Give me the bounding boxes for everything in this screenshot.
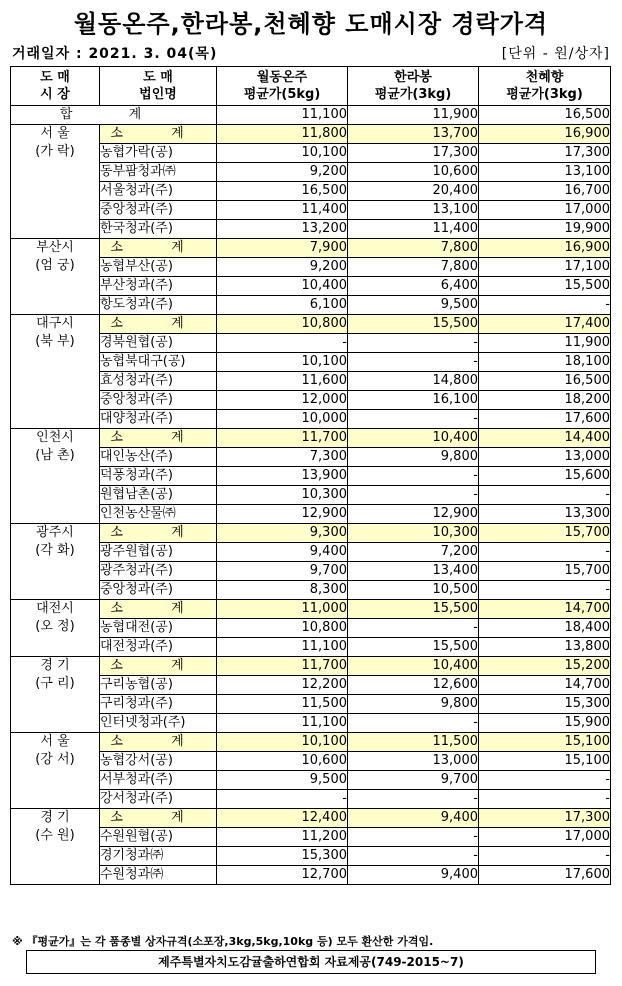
price-cell: 12,700 — [217, 866, 348, 885]
total-row — [11, 106, 611, 125]
table-row — [11, 372, 611, 391]
table-row — [11, 581, 611, 600]
price-cell: 9,700 — [217, 562, 348, 581]
corp-name: 중앙청과(주) — [100, 391, 217, 410]
price-cell: 10,400 — [217, 277, 348, 296]
price-cell: 11,400 — [348, 220, 479, 239]
subtotal-row — [11, 239, 611, 258]
price-cell: 18,400 — [479, 619, 611, 638]
subtotal-label: 소 계 — [100, 125, 217, 144]
price-cell: 17,400 — [479, 315, 611, 334]
price-cell: 17,300 — [479, 809, 611, 828]
footnote: ※ 『평균가』는 각 품종별 상자규격(소포장,3kg,5kg,10kg 등) 모두 환산한 가격임. — [12, 935, 434, 948]
price-cell: 13,400 — [348, 562, 479, 581]
table-row — [11, 182, 611, 201]
table-row — [11, 543, 611, 562]
price-cell: 11,700 — [217, 657, 348, 676]
price-cell: 11,000 — [217, 600, 348, 619]
corp-name: 한국청과(주) — [100, 220, 217, 239]
corp-name: 중앙청과(주) — [100, 581, 217, 600]
table-row — [11, 790, 611, 809]
table-row — [11, 448, 611, 467]
price-cell: 10,000 — [217, 410, 348, 429]
price-cell: 9,400 — [348, 809, 479, 828]
table-row — [11, 695, 611, 714]
price-cell: 11,600 — [217, 372, 348, 391]
market-region — [11, 733, 100, 809]
price-cell: 6,100 — [217, 296, 348, 315]
price-cell: 13,000 — [479, 448, 611, 467]
market-region — [11, 524, 100, 600]
price-cell: 12,900 — [217, 505, 348, 524]
table-row — [11, 828, 611, 847]
price-cell: 13,800 — [479, 638, 611, 657]
price-cell: - — [479, 296, 611, 315]
table-row — [11, 866, 611, 885]
price-cell: 7,800 — [348, 239, 479, 258]
region-line: 대전시 — [36, 601, 74, 616]
price-cell: 9,800 — [348, 448, 479, 467]
price-cell: 10,800 — [217, 315, 348, 334]
subtotal-row — [11, 125, 611, 144]
region-line: (구 리) — [35, 676, 75, 691]
price-cell: 12,000 — [217, 391, 348, 410]
subtotal-row — [11, 315, 611, 334]
price-cell: 11,700 — [217, 429, 348, 448]
corp-name: 효성청과(주) — [100, 372, 217, 391]
price-cell: 11,400 — [217, 201, 348, 220]
region-line: 부산시 — [36, 240, 74, 255]
price-cell: 7,900 — [217, 239, 348, 258]
price-cell: - — [348, 334, 479, 353]
price-cell: - — [217, 790, 348, 809]
subtotal-label: 소 계 — [100, 429, 217, 448]
price-cell: 17,000 — [479, 201, 611, 220]
price-cell: 9,500 — [348, 296, 479, 315]
table-row — [11, 334, 611, 353]
table-row — [11, 562, 611, 581]
price-cell: 15,600 — [479, 467, 611, 486]
region-line: 대구시 — [36, 316, 74, 331]
price-cell: 9,200 — [217, 163, 348, 182]
price-cell: 16,900 — [479, 239, 611, 258]
region-line: (가 락) — [35, 144, 75, 159]
price-cell: 6,400 — [348, 277, 479, 296]
price-cell: 15,500 — [479, 277, 611, 296]
price-cell: 16,900 — [479, 125, 611, 144]
table-row — [11, 220, 611, 239]
price-cell: 9,400 — [217, 543, 348, 562]
price-cell: - — [348, 467, 479, 486]
corp-name: 인천농산물㈜ — [100, 505, 217, 524]
price-cell: - — [479, 847, 611, 866]
header-c2: 한라봉 평균가(3kg) — [348, 67, 479, 106]
market-region — [11, 239, 100, 315]
unit-label: [단위 - 원/상자] — [501, 46, 610, 62]
corp-name: 서부청과(주) — [100, 771, 217, 790]
price-cell: 11,200 — [217, 828, 348, 847]
table-row — [11, 163, 611, 182]
price-cell: 11,100 — [217, 714, 348, 733]
corp-name: 농협가락(공) — [100, 144, 217, 163]
price-cell: 15,700 — [479, 524, 611, 543]
corp-name: 광주청과(주) — [100, 562, 217, 581]
price-cell: 17,100 — [479, 258, 611, 277]
price-cell: - — [348, 619, 479, 638]
corp-name: 경북원협(공) — [100, 334, 217, 353]
corp-name: 광주원협(공) — [100, 543, 217, 562]
corp-name: 인터넷청과(주) — [100, 714, 217, 733]
subtotal-row — [11, 524, 611, 543]
price-cell: 15,300 — [217, 847, 348, 866]
price-cell: 10,600 — [348, 163, 479, 182]
price-cell: 13,200 — [217, 220, 348, 239]
price-cell: 10,400 — [348, 657, 479, 676]
price-cell: 14,400 — [479, 429, 611, 448]
price-cell: - — [348, 828, 479, 847]
header-c1: 월동온주 평균가(5kg) — [217, 67, 348, 106]
price-cell: 15,700 — [479, 562, 611, 581]
corp-name: 항도청과(주) — [100, 296, 217, 315]
price-cell: 11,800 — [217, 125, 348, 144]
corp-name: 농협부산(공) — [100, 258, 217, 277]
price-cell: 15,100 — [479, 752, 611, 771]
price-cell: - — [348, 790, 479, 809]
table-row — [11, 296, 611, 315]
region-line: (엄 궁) — [35, 258, 75, 273]
price-cell: - — [479, 581, 611, 600]
region-line: 인천시 — [36, 430, 74, 445]
price-cell: - — [348, 486, 479, 505]
price-cell: 9,700 — [348, 771, 479, 790]
region-line: 경 기 — [40, 658, 70, 673]
header-c3: 천혜향 평균가(3kg) — [479, 67, 611, 106]
corp-name: 농협대전(공) — [100, 619, 217, 638]
price-cell: 10,400 — [348, 429, 479, 448]
price-cell: 9,200 — [217, 258, 348, 277]
total-label: 합 계 — [11, 106, 217, 125]
table-row — [11, 771, 611, 790]
subtotal-label: 소 계 — [100, 524, 217, 543]
price-cell: 13,100 — [348, 201, 479, 220]
source-credit: 제주특별자치도감귤출하연합회 자료제공(749-2015~7) — [26, 950, 596, 974]
region-line: (강 서) — [35, 752, 75, 767]
corp-name: 농협북대구(공) — [100, 353, 217, 372]
price-cell: 13,900 — [217, 467, 348, 486]
price-cell: 15,500 — [348, 600, 479, 619]
price-cell: 15,900 — [479, 714, 611, 733]
region-line: (오 정) — [35, 619, 75, 634]
region-line: 서 울 — [40, 126, 70, 141]
price-cell: - — [348, 714, 479, 733]
price-cell: 12,600 — [348, 676, 479, 695]
table-row — [11, 486, 611, 505]
corp-name: 강서청과(주) — [100, 790, 217, 809]
price-cell: 10,100 — [217, 733, 348, 752]
price-cell: 8,300 — [217, 581, 348, 600]
price-cell: 9,800 — [348, 695, 479, 714]
price-cell: 17,600 — [479, 866, 611, 885]
price-cell: 10,100 — [217, 144, 348, 163]
price-cell: 14,800 — [348, 372, 479, 391]
header-corp: 도 매 법인명 — [100, 67, 217, 106]
table-row — [11, 752, 611, 771]
price-cell: 17,300 — [348, 144, 479, 163]
subtotal-label: 소 계 — [100, 600, 217, 619]
price-cell: - — [479, 543, 611, 562]
subtotal-row — [11, 429, 611, 448]
price-cell: 15,500 — [348, 315, 479, 334]
total-value: 11,900 — [348, 106, 479, 125]
price-cell: 9,400 — [348, 866, 479, 885]
region-line: (수 원) — [35, 828, 75, 843]
price-cell: 13,700 — [348, 125, 479, 144]
price-cell: 12,200 — [217, 676, 348, 695]
market-region — [11, 657, 100, 733]
corp-name: 대인농산(주) — [100, 448, 217, 467]
table-row — [11, 410, 611, 429]
price-cell: 12,400 — [217, 809, 348, 828]
price-cell: 15,500 — [348, 638, 479, 657]
table-row — [11, 619, 611, 638]
table-row — [11, 391, 611, 410]
subtotal-row — [11, 809, 611, 828]
price-cell: 12,900 — [348, 505, 479, 524]
corp-name: 대양청과(주) — [100, 410, 217, 429]
price-cell: 13,000 — [348, 752, 479, 771]
price-cell: 10,800 — [217, 619, 348, 638]
region-line: 광주시 — [36, 525, 74, 540]
price-cell: 11,500 — [348, 733, 479, 752]
price-cell: 14,700 — [479, 676, 611, 695]
region-line: (북 부) — [35, 334, 75, 349]
price-cell: 11,100 — [217, 638, 348, 657]
table-row — [11, 277, 611, 296]
price-cell: 10,100 — [217, 353, 348, 372]
price-table — [10, 66, 611, 885]
market-region — [11, 315, 100, 429]
price-cell: - — [348, 410, 479, 429]
price-cell: 10,600 — [217, 752, 348, 771]
corp-name: 대전청과(주) — [100, 638, 217, 657]
table-header-row — [11, 67, 611, 106]
corp-name: 구리청과(주) — [100, 695, 217, 714]
price-cell: 10,300 — [348, 524, 479, 543]
corp-name: 수원원협(공) — [100, 828, 217, 847]
price-cell: - — [479, 790, 611, 809]
subtotal-row — [11, 600, 611, 619]
price-cell: 13,100 — [479, 163, 611, 182]
price-cell: 9,300 — [217, 524, 348, 543]
price-cell: 17,600 — [479, 410, 611, 429]
price-cell: 18,200 — [479, 391, 611, 410]
price-cell: 10,300 — [217, 486, 348, 505]
table-row — [11, 505, 611, 524]
table-row — [11, 144, 611, 163]
market-region — [11, 600, 100, 657]
price-cell: 10,500 — [348, 581, 479, 600]
corp-name: 덕풍청과(주) — [100, 467, 217, 486]
subtotal-label: 소 계 — [100, 809, 217, 828]
price-cell: 15,300 — [479, 695, 611, 714]
page-title: 월동온주,한라봉,천혜향 도매시장 경락가격 — [73, 10, 549, 38]
price-cell: 9,500 — [217, 771, 348, 790]
price-cell: 16,500 — [217, 182, 348, 201]
market-region — [11, 429, 100, 524]
corp-name: 부산청과(주) — [100, 277, 217, 296]
header-market: 도 매 시 장 — [11, 67, 100, 106]
price-cell: 16,100 — [348, 391, 479, 410]
price-cell: - — [348, 353, 479, 372]
subtotal-label: 소 계 — [100, 733, 217, 752]
price-cell: 13,300 — [479, 505, 611, 524]
total-value: 16,500 — [479, 106, 611, 125]
subtotal-row — [11, 657, 611, 676]
corp-name: 동부팜청과㈜ — [100, 163, 217, 182]
price-cell: 18,100 — [479, 353, 611, 372]
corp-name: 구리농협(공) — [100, 676, 217, 695]
table-row — [11, 353, 611, 372]
price-cell: - — [217, 334, 348, 353]
table-row — [11, 201, 611, 220]
region-line: (각 화) — [35, 543, 75, 558]
table-row — [11, 258, 611, 277]
corp-name: 원협남촌(공) — [100, 486, 217, 505]
price-cell: 7,800 — [348, 258, 479, 277]
price-cell: 11,500 — [217, 695, 348, 714]
corp-name: 중앙청과(주) — [100, 201, 217, 220]
table-row — [11, 676, 611, 695]
region-line: 경 기 — [40, 810, 70, 825]
market-region — [11, 809, 100, 885]
price-cell: 14,700 — [479, 600, 611, 619]
corp-name: 수원청과㈜ — [100, 866, 217, 885]
price-cell: 17,000 — [479, 828, 611, 847]
table-row — [11, 467, 611, 486]
price-cell: - — [479, 771, 611, 790]
table-row — [11, 714, 611, 733]
region-line: 서 울 — [40, 734, 70, 749]
trade-date: 거래일자 : 2021. 3. 04(목) — [12, 46, 218, 62]
price-cell: 15,200 — [479, 657, 611, 676]
corp-name: 서울청과(주) — [100, 182, 217, 201]
subtotal-row — [11, 733, 611, 752]
price-cell: 11,900 — [479, 334, 611, 353]
subtotal-label: 소 계 — [100, 315, 217, 334]
price-cell: 19,900 — [479, 220, 611, 239]
table-row — [11, 847, 611, 866]
price-cell: 17,300 — [479, 144, 611, 163]
price-cell: 16,700 — [479, 182, 611, 201]
subtotal-label: 소 계 — [100, 239, 217, 258]
corp-name: 농협강서(공) — [100, 752, 217, 771]
price-cell: 16,500 — [479, 372, 611, 391]
total-value: 11,100 — [217, 106, 348, 125]
price-cell: 20,400 — [348, 182, 479, 201]
price-cell: - — [348, 847, 479, 866]
price-cell: 7,200 — [348, 543, 479, 562]
region-line: (남 촌) — [35, 448, 75, 463]
price-cell: 15,100 — [479, 733, 611, 752]
table-row — [11, 638, 611, 657]
subtotal-label: 소 계 — [100, 657, 217, 676]
price-cell: - — [479, 486, 611, 505]
price-cell: 7,300 — [217, 448, 348, 467]
corp-name: 경기청과㈜ — [100, 847, 217, 866]
market-region — [11, 125, 100, 239]
